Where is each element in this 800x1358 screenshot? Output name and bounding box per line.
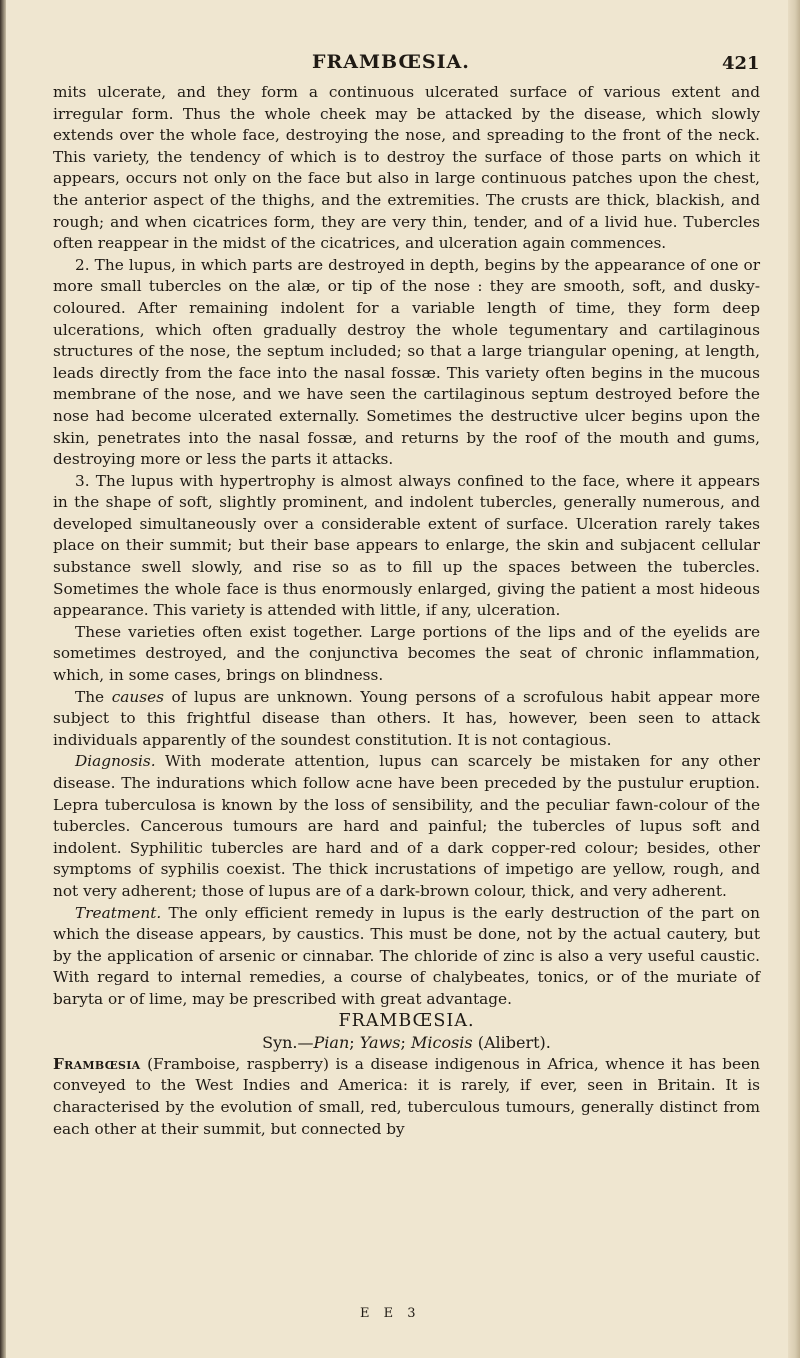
frambœsia-text: (Framboise, raspberry) is a disease indigenous in Africa, whence it has been conveyed to the West Indies and America: it is rarely, if ever, seen in Britain. It is characterised by the evolution of small, red, tuberculous tumours, generally distinct from each other at their summit, but connected by — [53, 1054, 760, 1138]
signature-mark: E E 3 — [360, 1306, 421, 1321]
treatment-text: The only efficient remedy in lupus is the early destruction of the part on which the disease appears, by caustics. This must be done, not by the actual cautery, but by the application of arsenic or cinnabar. The chloride of zinc is also a very useful caustic. With regard to internal remedies, a course of chalybeates, tonics, or of the muriate of baryta or of lime, may be prescribed with great advantage. — [53, 903, 760, 1008]
syn-prefix: Syn.— — [262, 1033, 314, 1053]
running-header — [0, 51, 800, 83]
paragraph-continuation: mits ulcerate, and they form a continuous ulcerated surface of various extent and irregular form. Thus the whole cheek may be attacked by the disease, which slowly extends over the whole face, destroying the nose, and spreading to the front of the neck. This variety, the tendency of which is to destroy the surface of those parts on which it appears, occurs not only on the face but also in large continuous patches upon the chest, the anterior aspect of the thighs, and the extremities. The crusts are thick, blackish, and rough; and when cicatrices form, they are very thin, tender, and of a livid hue. Tubercles often reappear in the midst of the cicatrices, and ulceration again commences. — [53, 83, 760, 253]
syn-micosis: Micosis — [410, 1033, 473, 1053]
running-title: FRAMBŒSIA. — [312, 51, 470, 73]
treatment-label: Treatment. — [75, 903, 162, 922]
causes-label: causes — [111, 687, 164, 706]
syn-yaws: Yaws — [359, 1033, 401, 1053]
section-heading: FRAMBŒSIA. — [338, 1010, 475, 1031]
diagnosis-label: Diagnosis. — [75, 752, 156, 771]
paragraph-lupus-hypertrophy: 3. The lupus with hypertrophy is almost always confined to the face, where it appears in the shape of soft, slightly prominent, and indolent tubercles, generally numerous, and developed simultaneously over a considerable extent of surface. Ulceration rarely takes place on their summit; but their base appears to enlarge, the skin and subjacent cellular substance swell slowly, and rise so as to fill up the spaces between the tubercles. Sometimes the whole face is thus enormously enlarged, giving the patient a most hideous appearance. This variety is attended with little, if any, ulceration. — [53, 471, 760, 620]
page-right-edge — [788, 0, 800, 1358]
paragraph-frambœsia — [53, 1054, 760, 1140]
syn-suffix: (Alibert). — [472, 1033, 551, 1053]
paragraph-treatment — [53, 903, 760, 1011]
syn-pian: Pian — [313, 1033, 350, 1053]
lead-word: Frambœsia — [53, 1054, 141, 1073]
page-number: 421 — [722, 53, 760, 74]
page-left-edge — [0, 0, 6, 1358]
causes-text: of lupus are unknown. Young persons of a scrofulous habit appear more subject to this frightful disease than others. It has, however, been seen to attack individuals apparently of the soundest constitution. It is not contagious. — [53, 687, 760, 749]
syn-separator: ; — [349, 1033, 360, 1053]
paragraph-lupus-depth: 2. The lupus, in which parts are destroyed in depth, begins by the appearance of one or more small tubercles on the alæ, or tip of the nose : they are smooth, soft, and dusky-coloured. After remaining indolent for a variable length of time, they form deep ulcerations, which often gradually destroy the whole tegumentary and cartilaginous structures of the nose, the septum included; so that a large triangular opening, at length, leads directly from the face into the nasal fossæ. This variety often begins in the mucous membrane of the nose, and we have seen the cartilaginous septum destroyed before the nose had become ulcerated externally. Sometimes the destructive ulcer begins upon the skin, penetrates into the nasal fossæ, and returns by the roof of the mouth and gums, destroying more or less the parts it attacks. — [53, 255, 760, 469]
paragraph-diagnosis — [53, 751, 760, 902]
synonyms-line — [53, 1032, 760, 1054]
body-text — [53, 82, 760, 1140]
paragraph-varieties: These varieties often exist together. Large portions of the lips and of the eyelids are sometimes destroyed, and the conjunctiva becomes the seat of chronic inflammation, which, in some cases, brings on blindness. — [53, 622, 760, 685]
diagnosis-text: With moderate attention, lupus can scarcely be mistaken for any other disease. The indurations which follow acne have been preceded by the pustulur eruption. Lepra tuberculosa is known by the loss of sensibility, and the peculiar fawn-colour of the tubercles. Cancerous tumours are hard and painful; the tubercles of lupus soft and indolent. Syphilitic tubercles are hard and of a dark copper-red colour; besides, other symptoms of syphilis coexist. The thick incrustations of impetigo are yellow, rough, and not very adherent; those of lupus are of a dark-brown colour, thick, and very adherent. — [53, 752, 760, 900]
paragraph-causes — [53, 687, 760, 752]
causes-before: The — [75, 687, 112, 706]
syn-separator: ; — [400, 1033, 411, 1053]
